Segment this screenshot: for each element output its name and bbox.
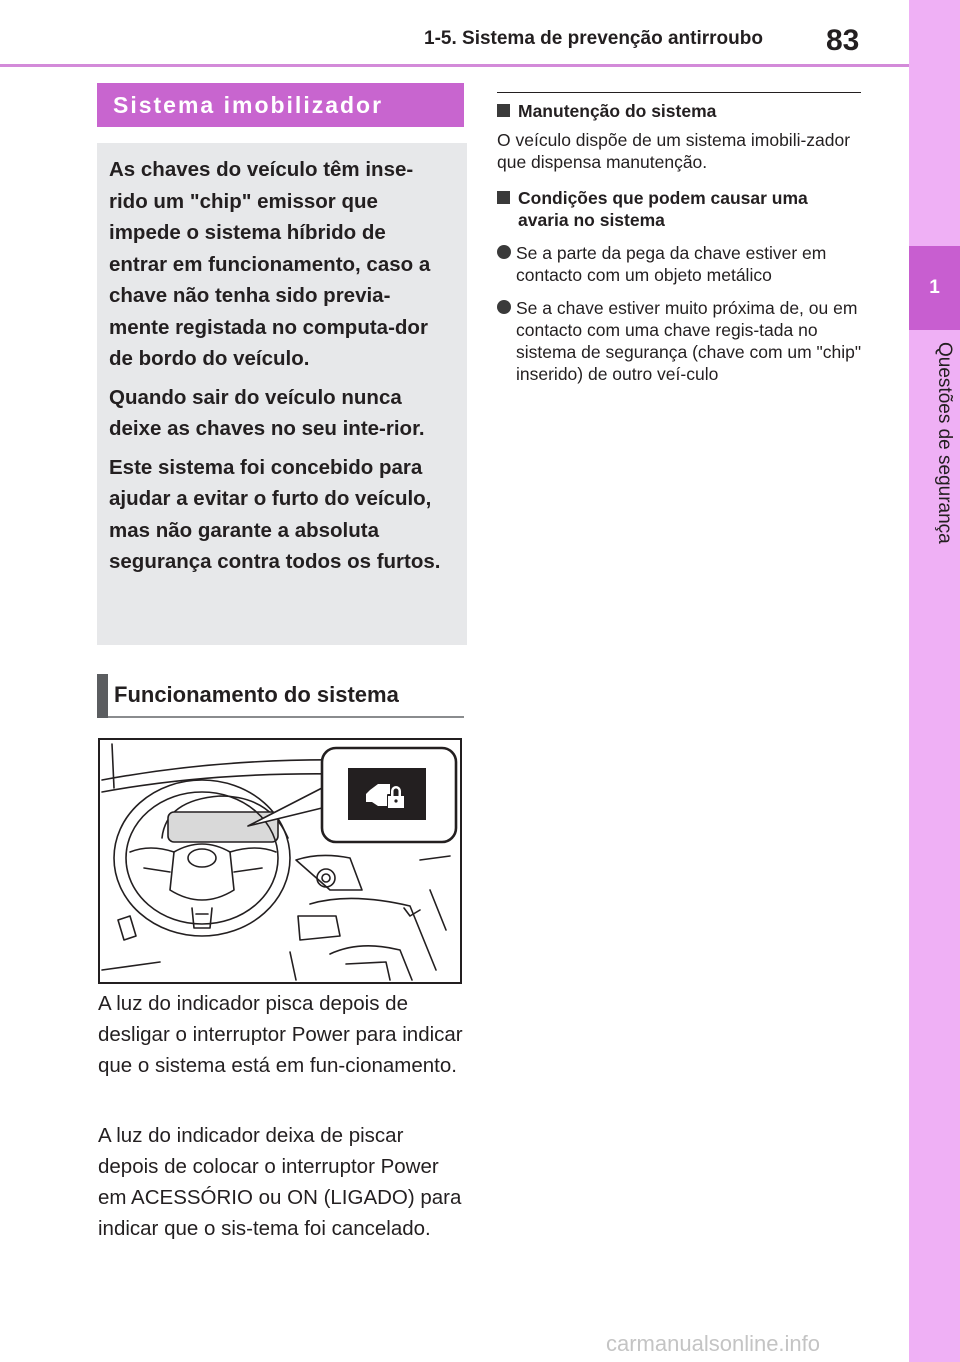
conditions-heading-text: Condições que podem causar uma avaria no sistema — [518, 188, 808, 230]
intro-box — [97, 143, 467, 645]
section-heading-text: Funcionamento do sistema — [114, 682, 399, 707]
round-bullet-icon — [497, 300, 511, 314]
square-bullet-icon — [497, 191, 510, 204]
side-tab-strip — [909, 0, 960, 1362]
header-divider — [0, 64, 909, 67]
operation-paragraph-2: A luz do indicador deixa de piscar depois de colocar o interruptor Power em ACESSÓRIO ou ON (LIGADO) para indicar que o sis-tema foi cancelado. — [98, 1124, 462, 1240]
section-heading-operation — [97, 674, 464, 718]
chapter-number: 1 — [929, 277, 940, 298]
intro-paragraph: Este sistema foi concebido para ajudar a evitar o furto do veículo, mas não garante a absoluta segurança contra todos os furtos. — [109, 455, 441, 573]
watermark: carmanualsonline.info — [606, 1331, 821, 1356]
maintenance-heading-text: Manutenção do sistema — [518, 101, 717, 121]
heading-bar — [97, 674, 108, 718]
section-title: 1-5. Sistema de prevenção antirroubo — [424, 28, 763, 49]
square-bullet-icon — [497, 104, 510, 117]
condition-item — [497, 242, 863, 286]
dashboard-drawing — [100, 740, 460, 982]
dashboard-illustration — [98, 738, 462, 984]
condition-text: Se a chave estiver muito próxima de, ou em contacto com uma chave regis-tada no sistema de segurança (chave com um "chip" inserido) de outro veí-culo — [516, 298, 862, 384]
condition-text: Se a parte da pega da chave estiver em contacto com um objeto metálico — [516, 243, 827, 285]
intro-paragraph: As chaves do veículo têm inse-rido um "chip" emissor que impede o sistema híbrido de entrar em funcionamento, caso a chave não tenha sido previa-mente registada no computa-dor de bordo do veículo. — [109, 158, 431, 370]
chapter-tab — [909, 246, 960, 330]
maintenance-text: O veículo dispõe de um sistema imobili-zador que dispensa manutenção. — [497, 130, 851, 172]
column-divider — [497, 92, 861, 93]
intro-paragraph: Quando sair do veículo nunca deixe as chaves no seu inte-rior. — [109, 385, 425, 440]
chapter-label: Questões de segurança — [934, 342, 955, 544]
heading-underline — [108, 716, 464, 718]
round-bullet-icon — [497, 245, 511, 259]
section-heading-immobilizer — [97, 83, 464, 127]
section-heading-text: Sistema imobilizador — [113, 91, 384, 118]
page-number: 83 — [826, 24, 860, 57]
condition-item — [497, 297, 863, 385]
conditions-heading — [497, 187, 862, 231]
maintenance-heading — [497, 100, 862, 122]
operation-paragraph-1: A luz do indicador pisca depois de desligar o interruptor Power para indicar que o sistema está em fun-cionamento. — [98, 992, 463, 1077]
